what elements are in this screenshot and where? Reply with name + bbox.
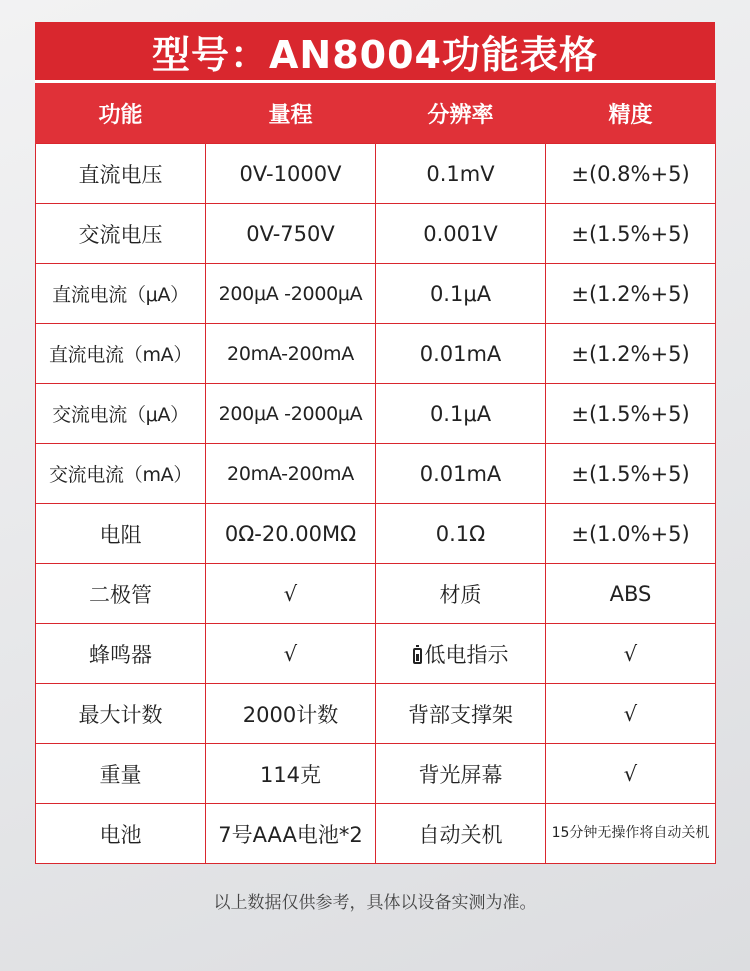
cell-accuracy: ±(1.2%+5) [546,264,716,324]
cell-accuracy: ±(1.5%+5) [546,204,716,264]
cell-auto-off-desc: 15分钟无操作将自动关机 [546,804,716,864]
header-resolution: 分辨率 [376,83,546,144]
cell-range: 0V-750V [206,204,376,264]
table-row [36,264,716,324]
cell-range: 200μA -2000μA [206,384,376,444]
cell-backlight-check: √ [546,744,716,804]
cell-range: 200μA -2000μA [206,264,376,324]
spec-table [35,83,716,864]
cell-function: 交流电流（mA） [36,444,206,504]
cell-function: 电池 [36,804,206,864]
table-row [36,144,716,204]
table-row [36,684,716,744]
table-row [36,384,716,444]
cell-resolution: 0.1mV [376,144,546,204]
cell-function: 最大计数 [36,684,206,744]
cell-function: 直流电流（mA） [36,324,206,384]
cell-function: 交流电压 [36,204,206,264]
cell-range: 20mA-200mA [206,324,376,384]
cell-backlight-label: 背光屏幕 [376,744,546,804]
cell-function: 电阻 [36,504,206,564]
cell-resolution: 0.1Ω [376,504,546,564]
cell-accuracy: ±(1.5%+5) [546,444,716,504]
cell-function: 蜂鸣器 [36,624,206,684]
cell-max-count: 2000计数 [206,684,376,744]
cell-material-label: 材质 [376,564,546,624]
cell-buzzer-check: √ [206,624,376,684]
table-row [36,204,716,264]
table-row [36,324,716,384]
cell-function: 直流电压 [36,144,206,204]
table-header-row [36,83,716,144]
cell-auto-off-label: 自动关机 [376,804,546,864]
cell-stand-label: 背部支撑架 [376,684,546,744]
cell-accuracy: ±(1.2%+5) [546,324,716,384]
cell-range: 0V-1000V [206,144,376,204]
cell-range: 0Ω-20.00MΩ [206,504,376,564]
table-row [36,744,716,804]
cell-function: 重量 [36,744,206,804]
cell-weight: 114克 [206,744,376,804]
header-function: 功能 [36,83,206,144]
cell-function: 直流电流（μA） [36,264,206,324]
cell-function: 二极管 [36,564,206,624]
table-row [36,564,716,624]
cell-battery-type: 7号AAA电池*2 [206,804,376,864]
cell-resolution: 0.01mA [376,444,546,504]
spec-sheet [35,22,715,864]
cell-accuracy: ±(0.8%+5) [546,144,716,204]
footnote: 以上数据仅供参考，具体以设备实测为准。 [213,893,537,913]
header-accuracy: 精度 [546,83,716,144]
table-row [36,504,716,564]
page-title: 型号：AN8004功能表格 [35,22,715,83]
cell-function: 交流电流（μA） [36,384,206,444]
cell-resolution: 0.001V [376,204,546,264]
cell-material-value: ABS [546,564,716,624]
cell-low-battery-label [376,624,546,684]
cell-range: 20mA-200mA [206,444,376,504]
table-row [36,804,716,864]
cell-accuracy: ±(1.5%+5) [546,384,716,444]
cell-accuracy: ±(1.0%+5) [546,504,716,564]
table-row [36,624,716,684]
header-range: 量程 [206,83,376,144]
cell-resolution: 0.1μA [376,384,546,444]
cell-low-battery-check: √ [546,624,716,684]
cell-resolution: 0.1μA [376,264,546,324]
low-battery-text: 低电指示 [424,642,509,667]
battery-icon [413,648,422,664]
table-row [36,444,716,504]
cell-stand-check: √ [546,684,716,744]
cell-resolution: 0.01mA [376,324,546,384]
cell-diode-check: √ [206,564,376,624]
